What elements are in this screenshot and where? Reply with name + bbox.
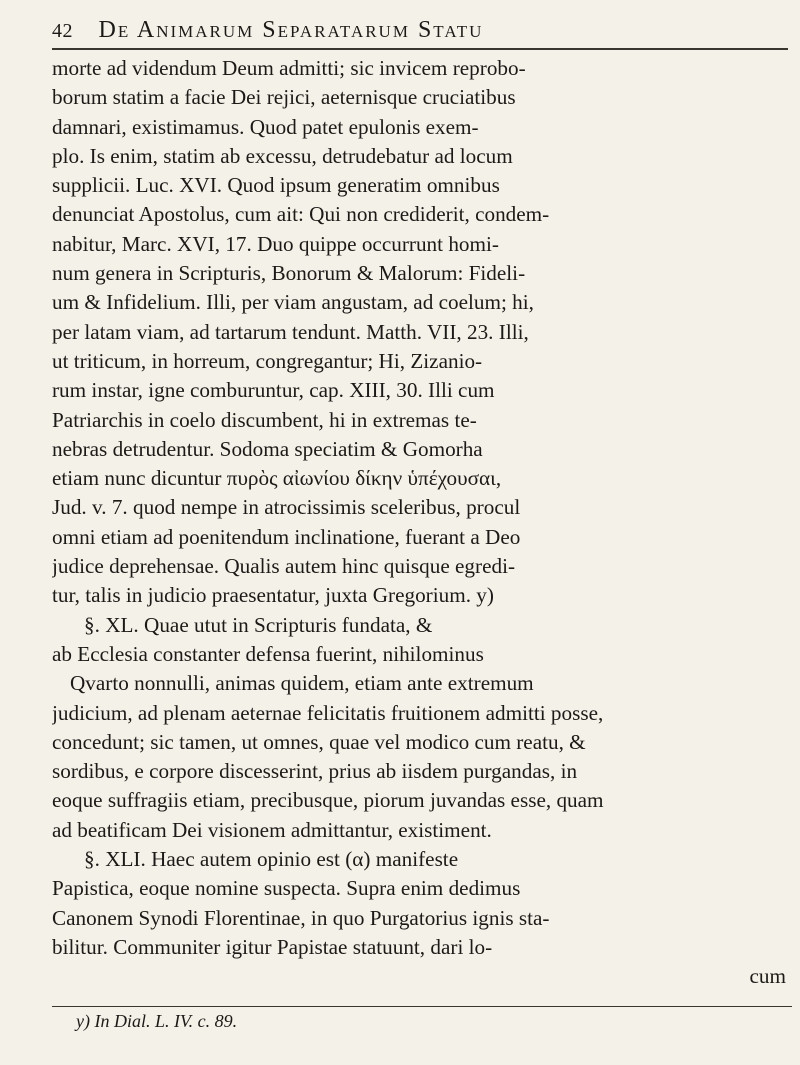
text-line: damnari, existimamus. Quod patet epulonis exem-: [52, 114, 479, 139]
running-title: De Animarum Separatarum Statu: [98, 17, 484, 43]
text-line: Qvarto nonnulli, animas quidem, etiam ante extremum: [70, 671, 534, 696]
footnote-rule: [52, 1006, 792, 1007]
text-line: etiam nunc dicuntur πυρὸς αἰωνίου δίκην ὑπέχουσαι,: [52, 466, 502, 491]
text-line: denunciat Apostolus, cum ait: Qui non crediderit, condem-: [52, 202, 550, 227]
text-line: Patriarchis in coelo discumbent, hi in extremas te-: [52, 407, 477, 432]
body-text: [52, 54, 792, 992]
text-line: nabitur, Marc. XVI, 17. Duo quippe occurrunt homi-: [52, 231, 499, 256]
text-line: omni etiam ad poenitendum inclinatione, fuerant a Deo: [52, 524, 521, 549]
text-line: um & Infidelium. Illi, per viam angustam, ad coelum; hi,: [52, 290, 534, 315]
text-line: morte ad videndum Deum admitti; sic invicem reprobo-: [52, 56, 526, 80]
text-line: ut triticum, in horreum, congregantur; Hi, Zizanio-: [52, 348, 483, 373]
text-line: Papistica, eoque nomine suspecta. Supra enim dedimus: [52, 876, 521, 901]
footnote: y) In Dial. L. IV. c. 89.: [76, 1011, 238, 1031]
text-line: sordibus, e corpore discesserint, prius ab iisdem purgandas, in: [52, 759, 578, 784]
text-line: nebras detrudentur. Sodoma speciatim & Gomorha: [52, 436, 483, 461]
text-line: Canonem Synodi Florentinae, in quo Purgatorius ignis sta-: [52, 905, 550, 930]
text-line: eoque suffragiis etiam, precibusque, piorum juvandas esse, quam: [52, 788, 604, 813]
text-line: ab Ecclesia constanter defensa fuerint, nihilominus: [52, 641, 484, 666]
section-heading-xl: §. XL. Quae utut in Scripturis fundata, &: [84, 612, 433, 637]
header-rule: [52, 48, 788, 50]
text-line: supplicii. Luc. XVI. Quod ipsum generatim omnibus: [52, 173, 500, 198]
text-line: concedunt; sic tamen, ut omnes, quae vel modico cum reatu, &: [52, 729, 586, 754]
text-line: ad beatificam Dei visionem admittantur, existiment.: [52, 817, 492, 842]
text-line: tur, talis in judicio praesentatur, juxta Gregorium. y): [52, 583, 494, 608]
text-line: judice deprehensae. Qualis autem hinc quisque egredi-: [52, 554, 516, 579]
text-line: num genera in Scripturis, Bonorum & Malorum: Fideli-: [52, 261, 526, 286]
text-line: Jud. v. 7. quod nempe in atrocissimis sceleribus, procul: [52, 495, 521, 520]
text-line: borum statim a facie Dei rejici, aeternisque cruciatibus: [52, 85, 516, 110]
text-line: plo. Is enim, statim ab excessu, detrudebatur ad locum: [52, 143, 513, 168]
running-header: [52, 12, 788, 48]
text-line: rum instar, igne comburuntur, cap. XIII, 30. Illi cum: [52, 378, 495, 403]
section-heading-xli: §. XLI. Haec autem opinio est (α) manifeste: [84, 847, 459, 872]
catchword: cum: [749, 964, 786, 989]
text-line: judicium, ad plenam aeternae felicitatis fruitionem admitti posse,: [52, 700, 604, 725]
text-line: per latam viam, ad tartarum tendunt. Matth. VII, 23. Illi,: [52, 319, 529, 344]
text-line: bilitur. Communiter igitur Papistae statuunt, dari lo-: [52, 934, 493, 959]
page-number: 42: [52, 20, 73, 42]
